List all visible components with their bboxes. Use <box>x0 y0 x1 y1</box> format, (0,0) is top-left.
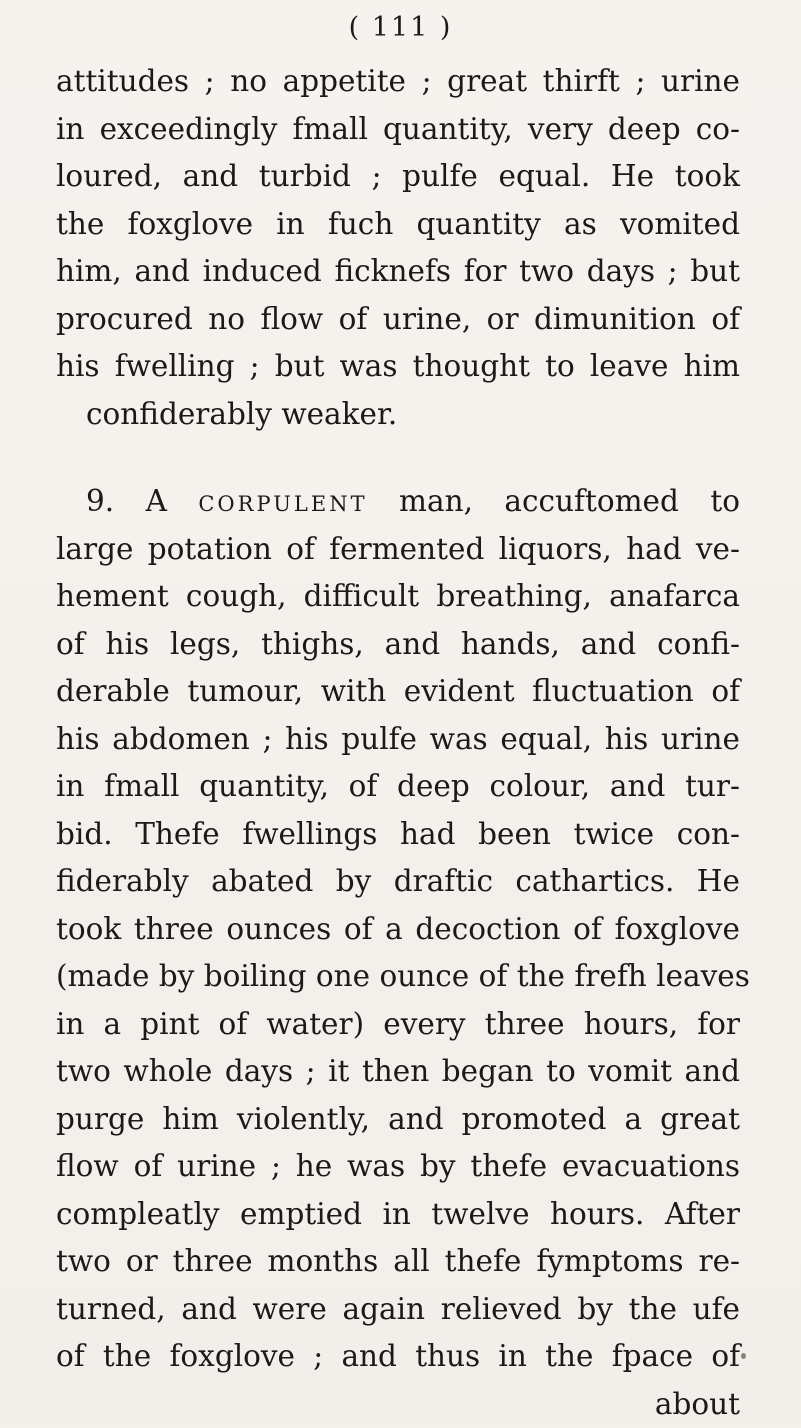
text-line: the foxglove in fuch quantity as vomited <box>56 201 740 249</box>
first-line-rest: man, accuftomed to <box>399 484 740 518</box>
text-line: hement cough, difficult breathing, anafarca <box>56 573 740 621</box>
case-number: 9. A <box>86 484 167 518</box>
catchword: about <box>56 1381 740 1428</box>
text-line: compleatly emptied in twelve hours. After <box>56 1191 740 1239</box>
text-line: two or three months all thefe fymptoms re- <box>56 1238 740 1286</box>
paragraph-2-first-line <box>56 478 740 526</box>
text-line: derable tumour, with evident fluctuation of <box>56 668 740 716</box>
text-line: two whole days ; it then began to vomit and <box>56 1048 740 1096</box>
text-line: took three ounces of a decoction of foxglove <box>56 906 740 954</box>
text-line: attitudes ; no appetite ; great thirft ; urine <box>56 58 740 106</box>
text-line: his abdomen ; his pulfe was equal, his urine <box>56 716 740 764</box>
ink-speck <box>741 1353 746 1359</box>
text-line: purge him violently, and promoted a great <box>56 1096 740 1144</box>
text-line: flow of urine ; he was by thefe evacuations <box>56 1143 740 1191</box>
text-line: him, and induced ficknefs for two days ; but <box>56 248 740 296</box>
text-line: in fmall quantity, of deep colour, and tur- <box>56 763 740 811</box>
text-line: loured, and turbid ; pulfe equal. He took <box>56 153 740 201</box>
text-line: in exceedingly fmall quantity, very deep co- <box>56 106 740 154</box>
text-line: of his legs, thighs, and hands, and confi- <box>56 621 740 669</box>
text-line: confiderably weaker. <box>56 391 740 439</box>
text-line: procured no flow of urine, or dimunition of <box>56 296 740 344</box>
text-line: his fwelling ; but was thought to leave him <box>56 343 740 391</box>
lead-word: corpulent <box>198 484 367 518</box>
text-line: bid. Thefe fwellings had been twice con- <box>56 811 740 859</box>
paragraph-gap <box>56 438 740 478</box>
body-text <box>56 58 740 1428</box>
text-line: of the foxglove ; and thus in the fpace of <box>56 1333 740 1381</box>
text-line: (made by boiling one ounce of the frefh leaves <box>56 953 740 1001</box>
text-line: in a pint of water) every three hours, for <box>56 1001 740 1049</box>
text-line: fiderably abated by draftic cathartics. He <box>56 858 740 906</box>
text-line: turned, and were again relieved by the ufe <box>56 1286 740 1334</box>
page-number: ( 111 ) <box>0 8 801 48</box>
text-line: large potation of fermented liquors, had ve- <box>56 526 740 574</box>
